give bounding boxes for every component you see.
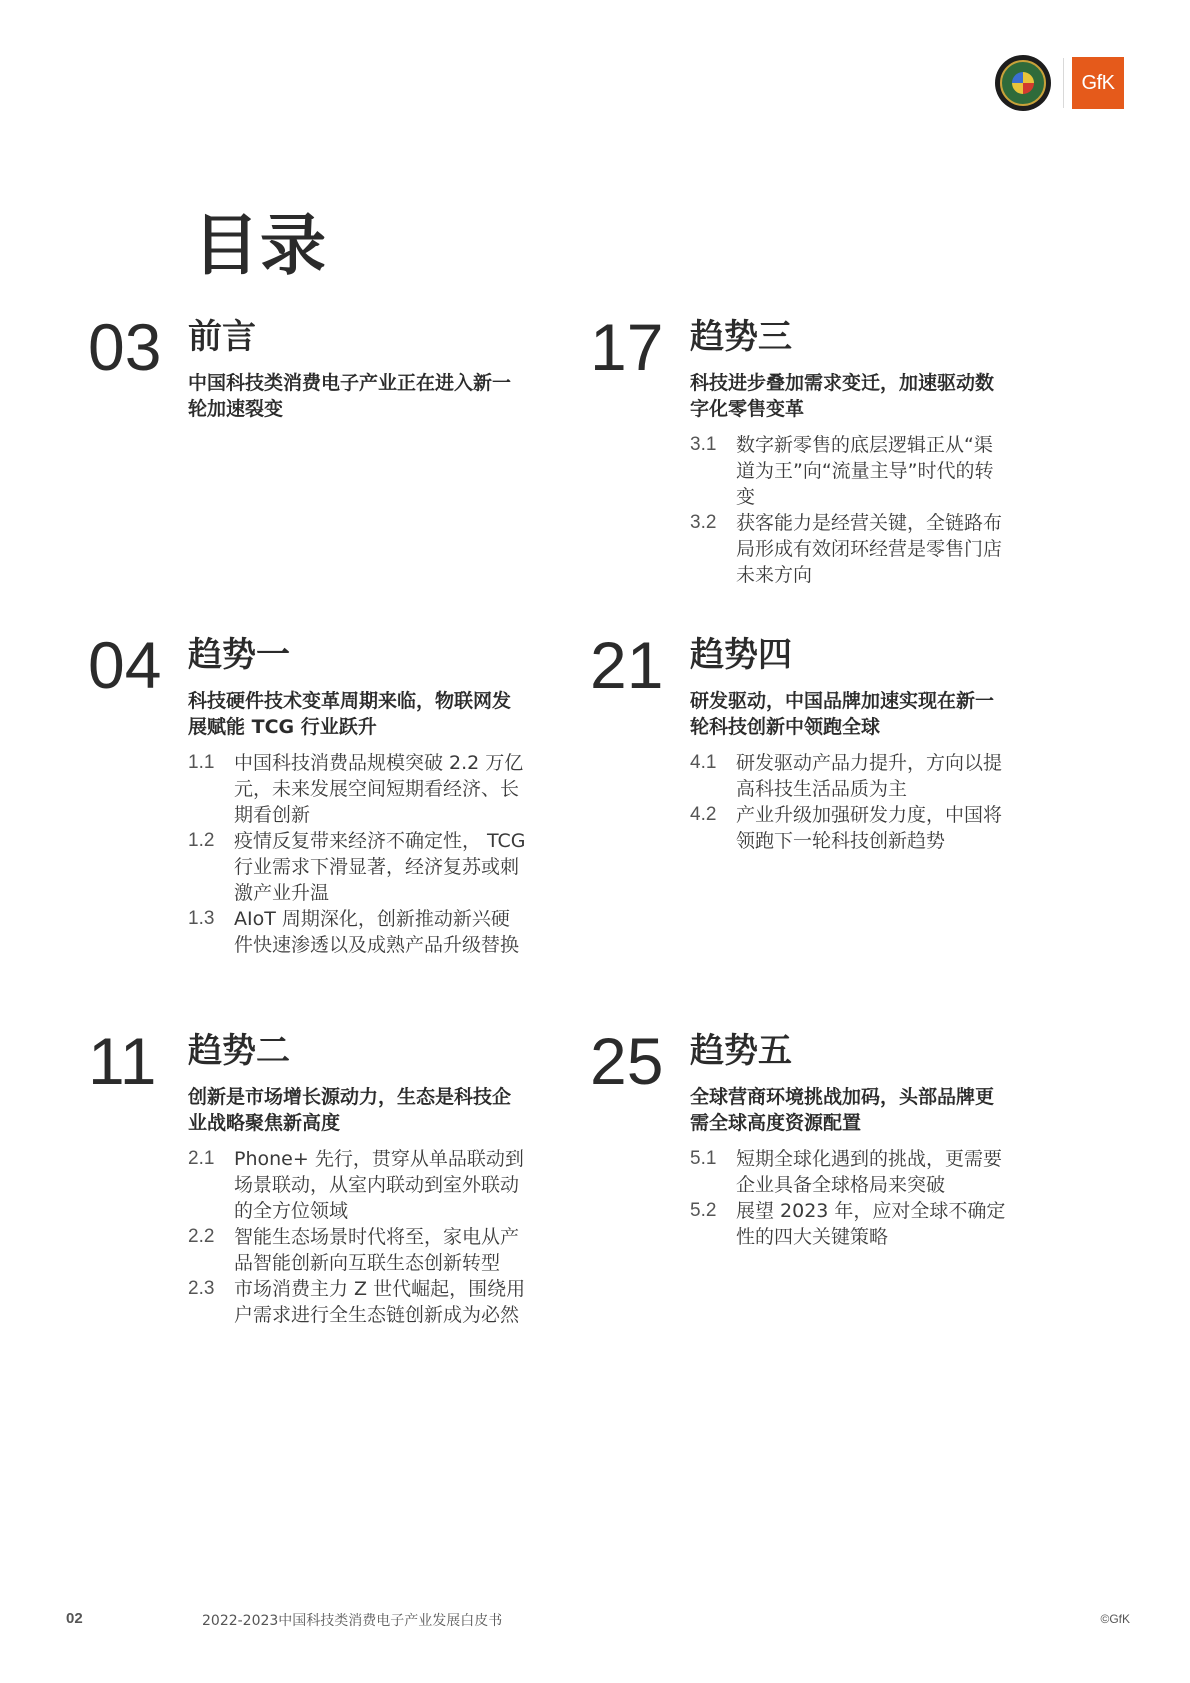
toc-item-text: 中国科技消费品规模突破 2.2 万亿元，未来发展空间短期看经济、长期看创新 bbox=[234, 752, 524, 826]
toc-item-text: 短期全球化遇到的挑战，更需要企业具备全球格局来突破 bbox=[736, 1148, 1003, 1196]
toc-item bbox=[690, 802, 1010, 854]
logo-divider bbox=[1063, 58, 1064, 108]
toc-item-text: Phone+ 先行，贯穿从单品联动到场景联动，从室内联动到室外联动的全方位领域 bbox=[234, 1148, 524, 1222]
toc-item bbox=[188, 906, 528, 958]
section-subtitle: 创新是市场增长源动力，生态是科技企业战略聚焦新高度 bbox=[188, 1086, 512, 1134]
toc-item bbox=[690, 750, 1010, 802]
toc-item-number: 4.1 bbox=[690, 752, 717, 773]
section-page-number: 04 bbox=[88, 628, 162, 702]
toc-item bbox=[188, 1276, 528, 1328]
section-subtitle: 全球营商环境挑战加码，头部品牌更需全球高度资源配置 bbox=[690, 1086, 995, 1134]
header-logos bbox=[995, 55, 1124, 111]
section-heading: 前言 bbox=[188, 317, 256, 357]
toc-item-text: AIoT 周期深化，创新推动新兴硬件快速渗透以及成熟产品升级替换 bbox=[234, 908, 520, 956]
toc-section-trend-2 bbox=[88, 1024, 528, 1328]
section-subtitle: 科技进步叠加需求变迁，加速驱动数字化零售变革 bbox=[690, 372, 995, 420]
section-heading: 趋势五 bbox=[690, 1031, 792, 1071]
section-subtitle: 科技硬件技术变革周期来临，物联网发展赋能 TCG 行业跃升 bbox=[188, 690, 512, 738]
section-heading: 趋势四 bbox=[690, 635, 792, 675]
toc-section-trend-4 bbox=[590, 628, 1010, 854]
toc-item bbox=[690, 1198, 1010, 1250]
toc-item-text: 产业升级加强研发力度，中国将领跑下一轮科技创新趋势 bbox=[736, 804, 1003, 852]
toc-section-foreword bbox=[88, 310, 528, 432]
toc-item bbox=[188, 1224, 528, 1276]
toc-section-trend-3 bbox=[590, 310, 1010, 588]
toc-item-text: 研发驱动产品力提升，方向以提高科技生活品质为主 bbox=[736, 752, 1003, 800]
toc-item-number: 2.2 bbox=[188, 1226, 215, 1247]
toc-item-number: 5.1 bbox=[690, 1148, 717, 1169]
section-page-number: 11 bbox=[88, 1024, 157, 1098]
section-subtitle: 研发驱动，中国品牌加速实现在新一轮科技创新中领跑全球 bbox=[690, 690, 995, 738]
toc-item-number: 2.3 bbox=[188, 1278, 215, 1299]
section-page-number: 25 bbox=[590, 1024, 664, 1098]
toc-item-text: 获客能力是经营关键，全链路布局形成有效闭环经营是零售门店未来方向 bbox=[736, 512, 1003, 586]
toc-item bbox=[188, 1146, 528, 1224]
toc-item-number: 3.1 bbox=[690, 434, 717, 455]
toc-section-trend-5 bbox=[590, 1024, 1010, 1250]
toc-item bbox=[690, 510, 1010, 588]
toc-item bbox=[690, 1146, 1010, 1198]
toc-item-text: 智能生态场景时代将至，家电从产品智能创新向互联生态创新转型 bbox=[234, 1226, 520, 1274]
association-seal-logo bbox=[995, 55, 1051, 111]
page-footer bbox=[66, 1610, 1130, 1630]
section-subtitle: 中国科技类消费电子产业正在进入新一轮加速裂变 bbox=[188, 372, 512, 420]
toc-item-number: 1.1 bbox=[188, 752, 215, 773]
toc-item-number: 4.2 bbox=[690, 804, 717, 825]
toc-item bbox=[188, 750, 528, 828]
page-title: 目录 bbox=[193, 207, 327, 284]
toc-section-trend-1 bbox=[88, 628, 528, 958]
section-heading: 趋势二 bbox=[188, 1031, 290, 1071]
section-page-number: 21 bbox=[590, 628, 664, 702]
toc-item-number: 3.2 bbox=[690, 512, 717, 533]
toc-item-text: 疫情反复带来经济不确定性， TCG 行业需求下滑显著，经济复苏或刺激产业升温 bbox=[234, 830, 526, 904]
footer-page-number: 02 bbox=[66, 1610, 83, 1627]
toc-item-text: 市场消费主力 Z 世代崛起，围绕用户需求进行全生态链创新成为必然 bbox=[234, 1278, 526, 1326]
gfk-logo: GfK bbox=[1072, 57, 1124, 109]
section-page-number: 03 bbox=[88, 310, 162, 384]
toc-item-number: 2.1 bbox=[188, 1148, 215, 1169]
toc-item-text: 展望 2023 年，应对全球不确定性的四大关键策略 bbox=[736, 1200, 1006, 1248]
section-heading: 趋势三 bbox=[690, 317, 792, 357]
footer-document-title: 2022-2023中国科技类消费电子产业发展白皮书 bbox=[202, 1613, 503, 1629]
toc-item bbox=[188, 828, 528, 906]
toc-item-number: 1.3 bbox=[188, 908, 215, 929]
footer-copyright: ©GfK bbox=[1100, 1612, 1130, 1626]
section-page-number: 17 bbox=[590, 310, 664, 384]
toc-item bbox=[690, 432, 1010, 510]
section-heading: 趋势一 bbox=[188, 635, 290, 675]
toc-item-number: 5.2 bbox=[690, 1200, 717, 1221]
toc-item-number: 1.2 bbox=[188, 830, 215, 851]
toc-item-text: 数字新零售的底层逻辑正从“渠道为王”向“流量主导”时代的转变 bbox=[736, 434, 994, 508]
